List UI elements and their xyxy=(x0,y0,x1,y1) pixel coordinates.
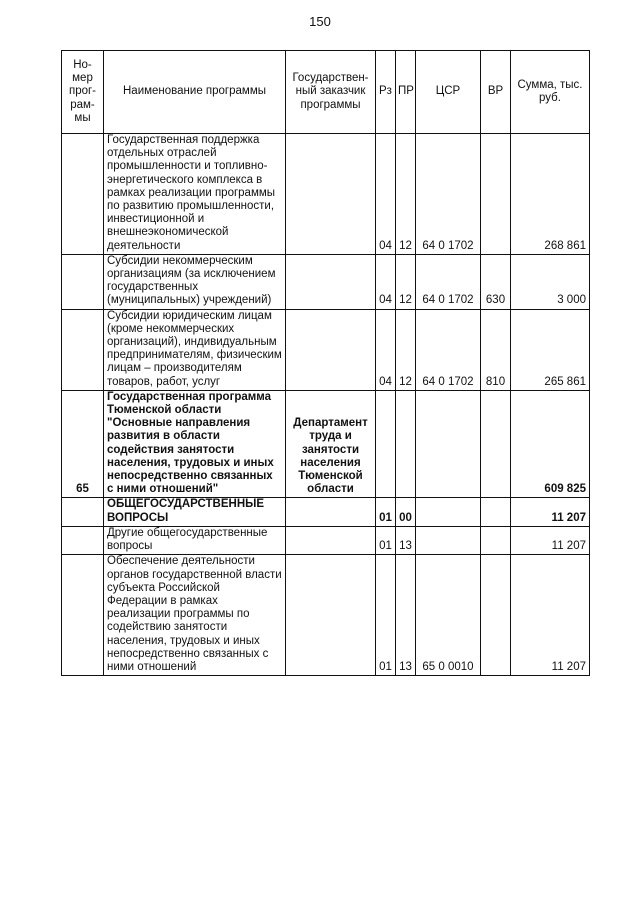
pr-cell: 13 xyxy=(396,555,416,676)
csr-cell: 65 0 0010 xyxy=(416,555,481,676)
program-name-cell: Обеспечение деятельности органов государственной власти субъекта Российской Федерации в рамках реализации программы по содействию занятости населения, трудовых и иных непосредственно связанных с ними отношений xyxy=(104,555,286,676)
table-row xyxy=(62,134,590,255)
table-row xyxy=(62,498,590,526)
program-name-cell: ОБЩЕГОСУДАРСТВЕННЫЕ ВОПРОСЫ xyxy=(104,498,286,526)
vr-cell xyxy=(481,498,511,526)
rz-cell: 04 xyxy=(376,309,396,390)
table-row xyxy=(62,309,590,390)
program-name-cell: Другие общегосударственные вопросы xyxy=(104,526,286,554)
program-number-cell xyxy=(62,498,104,526)
csr-cell: 64 0 1702 xyxy=(416,134,481,255)
program-number-cell xyxy=(62,309,104,390)
rz-cell: 04 xyxy=(376,134,396,255)
sum-cell: 268 861 xyxy=(511,134,590,255)
program-name-cell: Государственная программа Тюменской области "Основные направления развития в области содействия занятости населения, трудовых и иных непосредственно связанных с ними отношений" xyxy=(104,390,286,498)
rz-cell: 01 xyxy=(376,498,396,526)
pr-cell: 12 xyxy=(396,309,416,390)
rz-cell: 01 xyxy=(376,555,396,676)
header-vr: ВР xyxy=(481,51,511,134)
header-csr: ЦСР xyxy=(416,51,481,134)
header-sum: Сумма, тыс. руб. xyxy=(511,51,590,134)
state-customer-cell xyxy=(286,526,376,554)
sum-cell: 11 207 xyxy=(511,555,590,676)
header-rz: Рз xyxy=(376,51,396,134)
program-number-cell: 65 xyxy=(62,390,104,498)
program-number-cell xyxy=(62,134,104,255)
pr-cell: 00 xyxy=(396,498,416,526)
page-number: 150 xyxy=(309,14,331,29)
program-name-cell: Субсидии юридическим лицам (кроме некоммерческих организаций), индивидуальным предпринимателям, физическим лицам – производителям товаров, работ, услуг xyxy=(104,309,286,390)
program-number-cell xyxy=(62,555,104,676)
header-state-customer: Государствен-ный заказчик программы xyxy=(286,51,376,134)
state-customer-cell xyxy=(286,254,376,309)
header-program-name: Наименование программы xyxy=(104,51,286,134)
table-row xyxy=(62,254,590,309)
budget-table xyxy=(61,50,590,676)
rz-cell: 01 xyxy=(376,526,396,554)
program-name-cell: Государственная поддержка отдельных отраслей промышленности и топливно-энергетического комплекса в рамках реализации программы по развитию промышленности, инвестиционной и внешнеэкономической деятельности xyxy=(104,134,286,255)
vr-cell xyxy=(481,390,511,498)
vr-cell xyxy=(481,555,511,676)
header-row xyxy=(62,51,590,134)
pr-cell: 13 xyxy=(396,526,416,554)
table-row xyxy=(62,390,590,498)
vr-cell: 810 xyxy=(481,309,511,390)
csr-cell xyxy=(416,390,481,498)
program-name-cell: Субсидии некоммерческим организациям (за исключением государственных (муниципальных) учреждений) xyxy=(104,254,286,309)
pr-cell xyxy=(396,390,416,498)
vr-cell xyxy=(481,526,511,554)
vr-cell xyxy=(481,134,511,255)
pr-cell: 12 xyxy=(396,254,416,309)
csr-cell xyxy=(416,498,481,526)
state-customer-cell: Департамент труда и занятости населения Тюменской области xyxy=(286,390,376,498)
table-row xyxy=(62,526,590,554)
pr-cell: 12 xyxy=(396,134,416,255)
rz-cell: 04 xyxy=(376,254,396,309)
state-customer-cell xyxy=(286,309,376,390)
program-number-cell xyxy=(62,254,104,309)
header-pr: ПР xyxy=(396,51,416,134)
sum-cell: 3 000 xyxy=(511,254,590,309)
state-customer-cell xyxy=(286,498,376,526)
sum-cell: 609 825 xyxy=(511,390,590,498)
header-program-number: Но-мер прог-рам-мы xyxy=(62,51,104,134)
vr-cell: 630 xyxy=(481,254,511,309)
sum-cell: 11 207 xyxy=(511,498,590,526)
sum-cell: 11 207 xyxy=(511,526,590,554)
sum-cell: 265 861 xyxy=(511,309,590,390)
rz-cell xyxy=(376,390,396,498)
csr-cell: 64 0 1702 xyxy=(416,254,481,309)
program-number-cell xyxy=(62,526,104,554)
state-customer-cell xyxy=(286,134,376,255)
csr-cell xyxy=(416,526,481,554)
state-customer-cell xyxy=(286,555,376,676)
csr-cell: 64 0 1702 xyxy=(416,309,481,390)
table-row xyxy=(62,555,590,676)
